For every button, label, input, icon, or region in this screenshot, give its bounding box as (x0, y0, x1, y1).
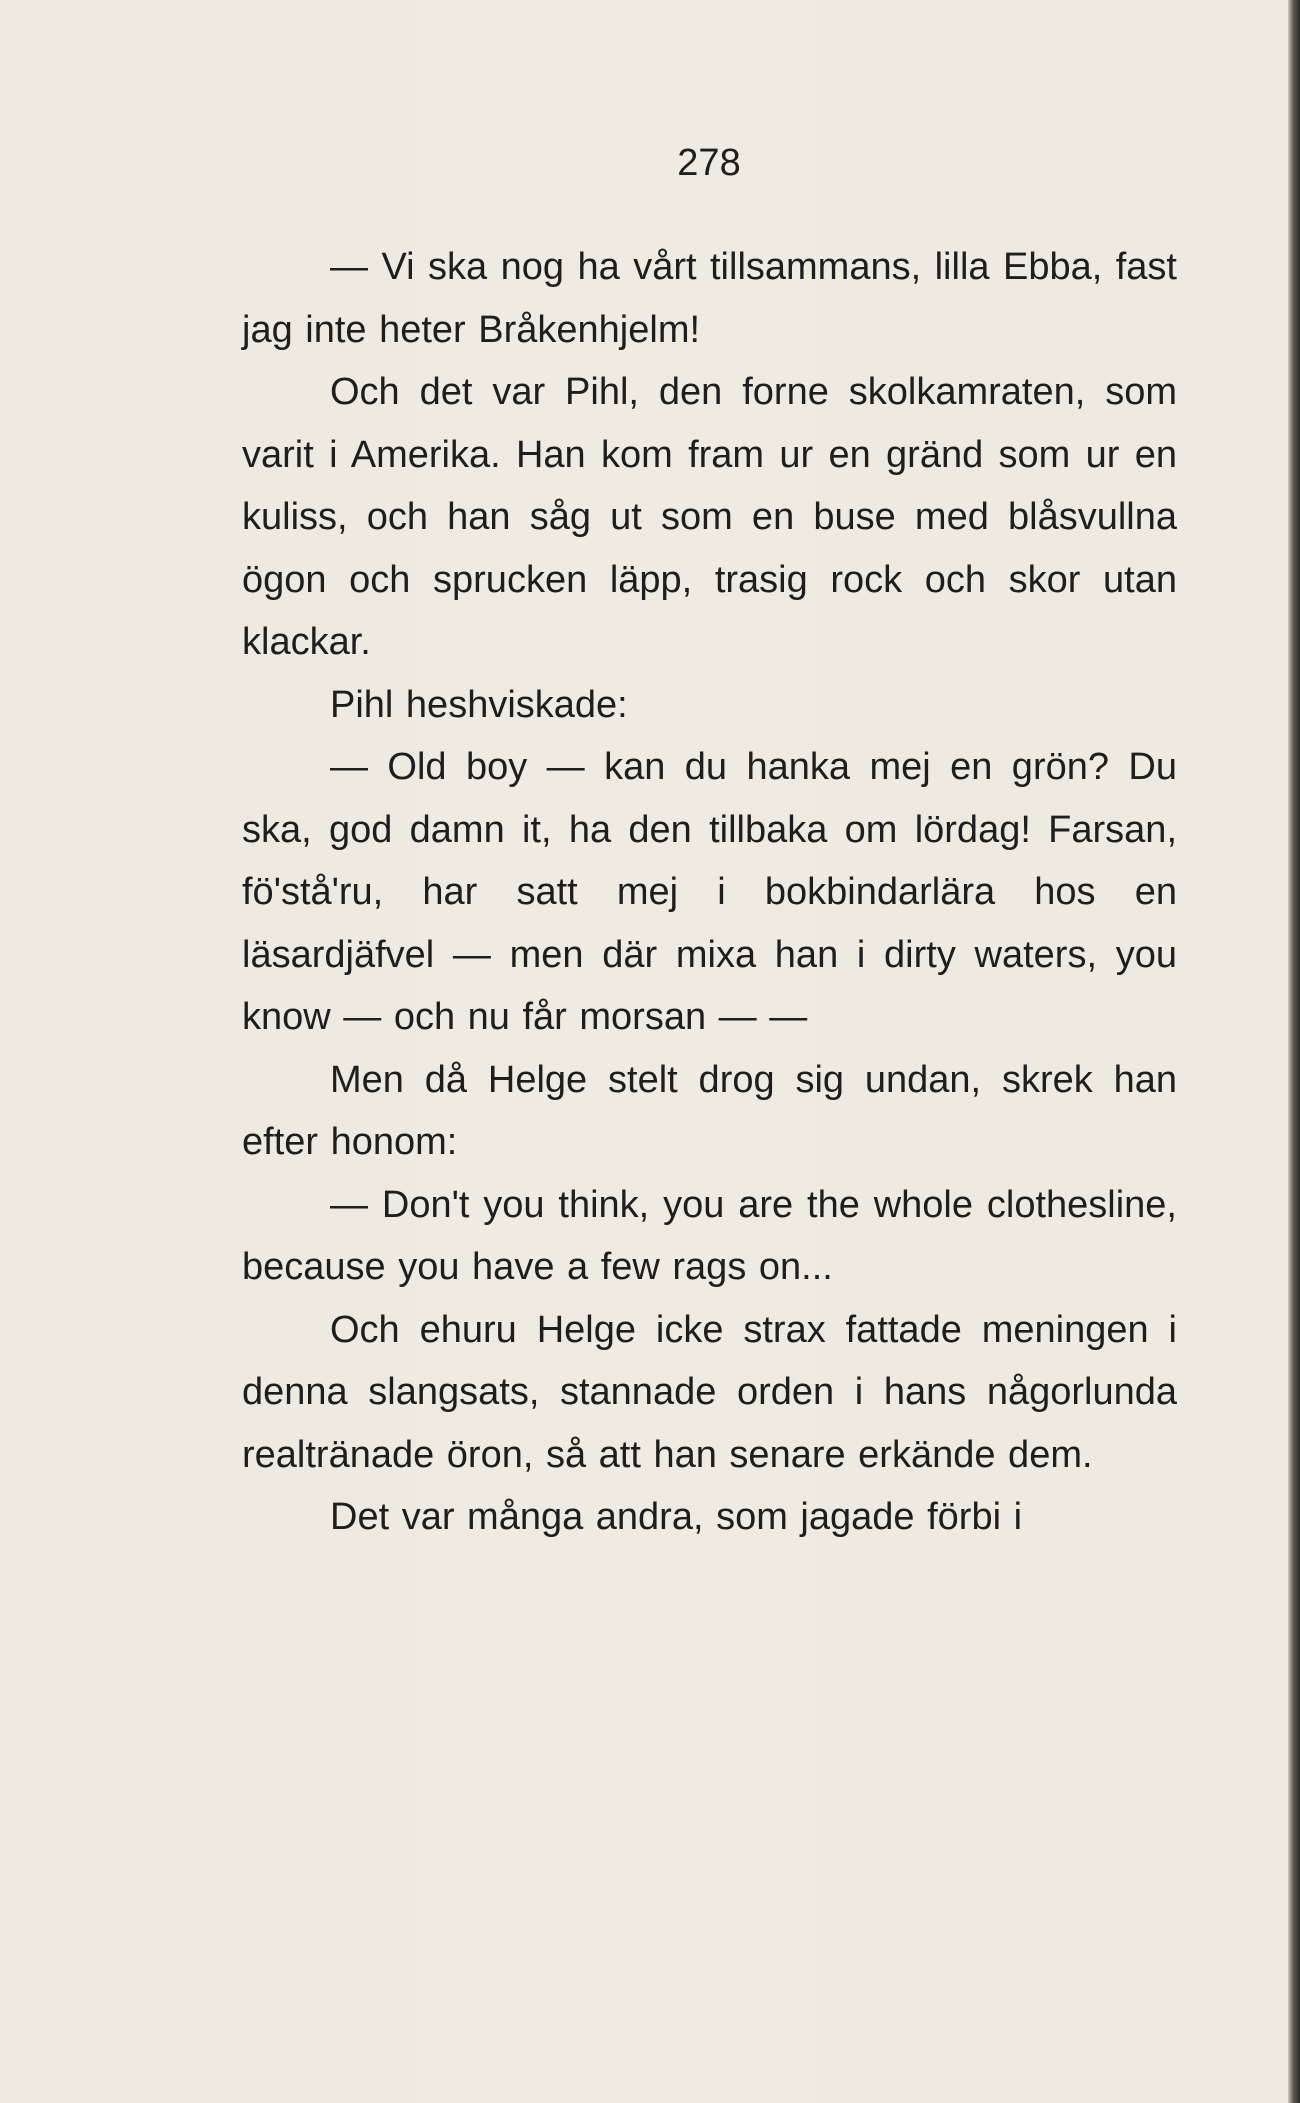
paragraph-1: — Vi ska nog ha vårt tillsammans, lilla Ebba, fast jag inte heter Bråkenhjelm! (242, 246, 1177, 351)
paragraph-4: — Old boy — kan du hanka mej en grön? Du ska, god damn it, ha den tillbaka om lördag! Farsan, fö'stå'ru, har satt mej i bokbindarlära hos en läsardjäfvel — men där mixa han i dirty waters, you know — och nu får morsan — — (242, 746, 1177, 1038)
body-text (242, 236, 1177, 1549)
paragraph-8: Det var många andra, som jagade förbi i (330, 1496, 1023, 1538)
paragraph-3: Pihl heshviskade: (330, 683, 628, 726)
page-number: 278 (677, 142, 741, 184)
paragraph-7: Och ehuru Helge icke strax fattade meningen i denna slangsats, stannade orden i hans någorlunda realtränade öron, så att han senare erkände dem. (242, 1308, 1177, 1476)
paragraph-2: Och det var Pihl, den forne skolkamraten, som varit i Amerika. Han kom fram ur en gränd som ur en kuliss, och han såg ut som en buse med blåsvullna ögon och sprucken läpp, trasig rock och skor utan klackar. (242, 371, 1177, 663)
paragraph-5: Men då Helge stelt drog sig undan, skrek han efter honom: (242, 1058, 1177, 1163)
paragraph-6: — Don't you think, you are the whole clothesline, because you have a few rags on... (242, 1183, 1177, 1288)
page-edge-shadow (1288, 0, 1300, 2103)
